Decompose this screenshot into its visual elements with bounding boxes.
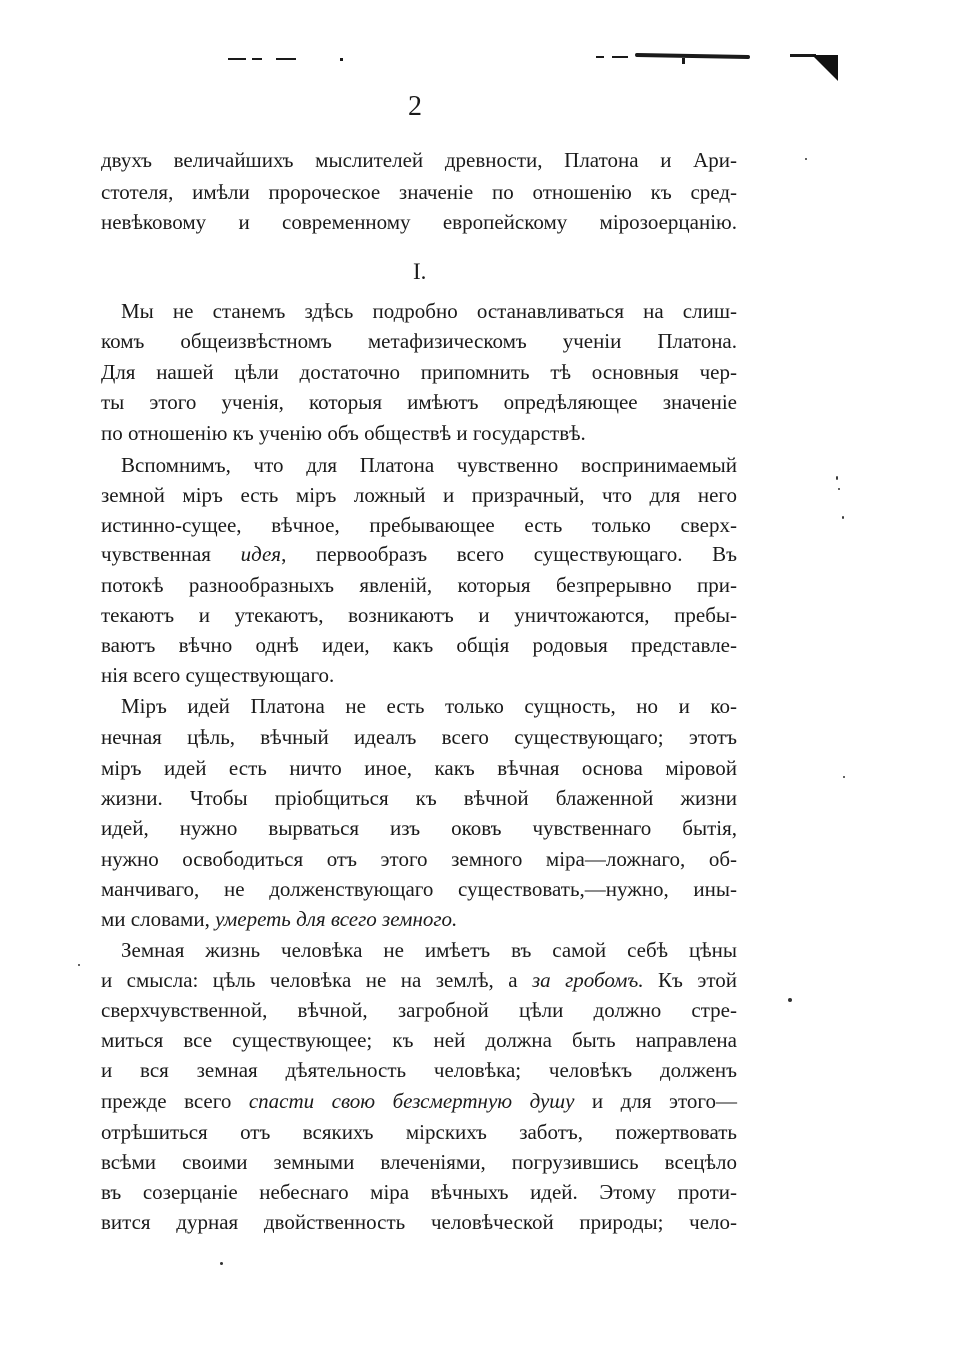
text-line: по отношенiю къ ученiю объ обществѣ и государствѣ. — [101, 421, 586, 445]
scan-speck — [220, 1262, 223, 1265]
text-line: Мы не станемъ здѣсь подробно останавливаться на слиш- — [121, 299, 737, 323]
italic-emphasis: за гробомъ. — [531, 968, 644, 992]
text-line: невѣковому и современному европейскому мiрозоерцанiю. — [101, 210, 737, 234]
scan-speck — [78, 964, 80, 966]
page-number: 2 — [408, 91, 422, 122]
scan-speck — [843, 776, 845, 778]
text-line — [101, 906, 737, 932]
scan-speck — [805, 158, 807, 160]
text-line — [101, 1088, 737, 1114]
text-line: нiя всего существующаго. — [101, 663, 335, 687]
italic-emphasis: умереть для всего земного. — [215, 907, 458, 931]
text-line: въ созерцанiе небеснаго мiра вѣчныхъ идей. Этому проти- — [101, 1180, 737, 1204]
scan-artifact — [635, 53, 750, 59]
scan-artifact — [612, 56, 628, 58]
text-line: вится дурная двойственность человѣческой природы; чело- — [101, 1210, 737, 1234]
scan-artifact — [276, 58, 296, 60]
text-line: мiръ идей есть ничто иное, какъ вѣчная основа мiровой — [101, 756, 737, 780]
scan-artifact — [252, 58, 262, 60]
text-span: прежде всего — [101, 1089, 249, 1113]
scan-artifact — [340, 58, 343, 61]
text-line: ваютъ вѣчно однѣ идеи, какъ общiя родовыя представле- — [101, 633, 737, 657]
text-line: Земная жизнь человѣка не имѣетъ въ самой себѣ цѣны — [121, 938, 737, 962]
text-span: и смысла: цѣль человѣка не на землѣ, а — [101, 968, 532, 992]
text-line: потокѣ разнообразныхъ явленiй, которыя безпрерывно при- — [101, 573, 737, 597]
scan-artifact — [228, 58, 246, 60]
scan-artifact — [682, 58, 685, 64]
text-line: Вспомнимъ, что для Платона чувственно воспринимаемый — [121, 453, 737, 477]
text-line: земной мiръ есть мiръ ложный и призрачный, что для него — [101, 483, 737, 507]
text-line: комъ общеизвѣстномъ метафизическомъ ученiи Платона. — [101, 329, 737, 353]
text-line: и вся земная дѣятельность человѣка; человѣкъ долженъ — [101, 1058, 737, 1082]
scan-speck — [838, 488, 840, 490]
text-span: и для этого— — [574, 1089, 737, 1113]
scan-artifact — [596, 56, 604, 58]
text-line: идей, нужно вырваться изъ оковъ чувственнаго бытiя, — [101, 816, 737, 840]
text-line — [101, 541, 737, 567]
text-line: текаютъ и утекаютъ, возникаютъ и уничтожаются, пребы- — [101, 603, 737, 627]
italic-emphasis: идея — [240, 542, 282, 566]
page-corner-fold — [812, 55, 838, 81]
text-line: нужно освободиться отъ этого земного мiра—ложнаго, об- — [101, 847, 737, 871]
text-line: жизни. Чтобы прiобщиться къ вѣчной блаженной жизни — [101, 786, 737, 810]
text-line: нечная цѣль, вѣчный идеалъ всего существующаго; этотъ — [101, 725, 737, 749]
text-line: отрѣшиться отъ всякихъ мiрскихъ заботъ, пожертвовать — [101, 1120, 737, 1144]
text-line: истинно-сущее, вѣчное, пребывающее есть только сверх- — [101, 513, 737, 537]
text-line: миться все существующее; къ ней должна быть направлена — [101, 1028, 737, 1052]
italic-emphasis: спасти свою безсмертную душу — [248, 1089, 575, 1113]
text-span: ми словами, — [101, 907, 216, 931]
text-line: манчиваго, не долженствующаго существовать,—нужно, ины- — [101, 877, 737, 901]
text-span: чувственная — [101, 542, 241, 566]
text-line — [101, 967, 737, 993]
text-span: , первообразъ всего существующаго. Въ — [281, 542, 738, 566]
scan-speck — [788, 998, 792, 1002]
text-line: Для нашей цѣли достаточно припомнить тѣ основныя чер- — [101, 360, 737, 384]
text-line: ты этого ученiя, которыя имѣютъ опредѣляющее значенiе — [101, 390, 737, 414]
text-line: Мiръ идей Платона не есть только сущность, но и ко- — [121, 694, 737, 718]
scan-speck — [842, 516, 844, 519]
text-line: сверхчувственной, вѣчной, загробной цѣли должно стре- — [101, 998, 737, 1022]
text-line: стотеля, имѣли пророческое значенiе по отношенiю къ сред- — [101, 180, 737, 204]
scan-speck — [836, 476, 838, 480]
text-line: двухъ величайшихъ мыслителей древности, Платона и Ари- — [101, 148, 737, 172]
text-span: Къ этой — [643, 968, 737, 992]
section-heading: I. — [413, 259, 427, 284]
text-line: всѣми своими земными влеченiями, погрузившись всецѣло — [101, 1150, 737, 1174]
